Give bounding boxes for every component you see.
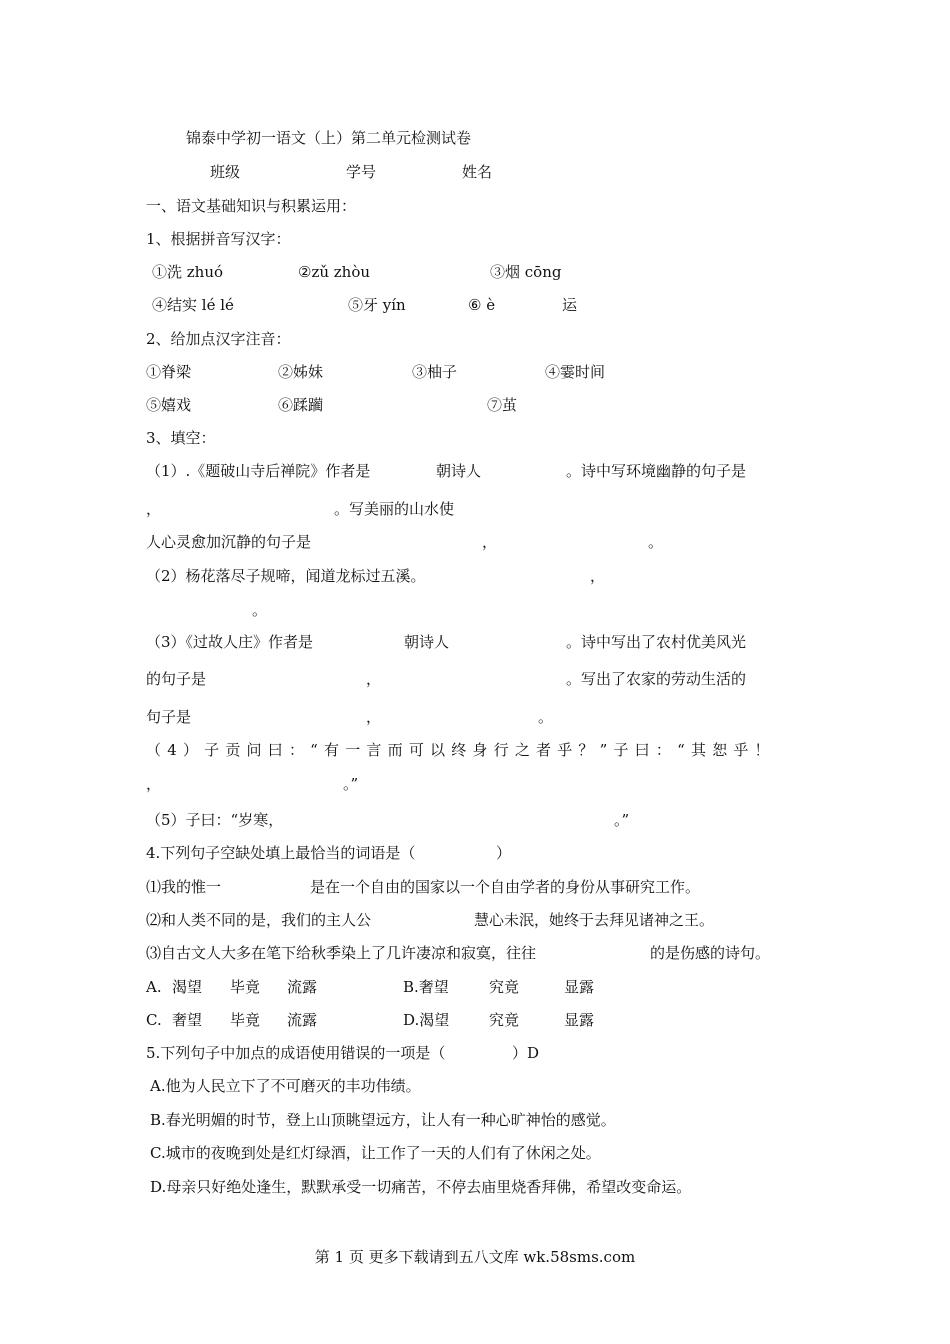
q2-item: ②姊妹 (278, 363, 324, 381)
q2-item: ③柚子 (412, 363, 458, 381)
q1-item: ①洗 zhuó (152, 263, 224, 281)
q3-line: （2）杨花落尽子规啼，闻道龙标过五溪。 (146, 567, 426, 585)
q4-option-a: A. (146, 978, 162, 996)
q4-option-a-word: 毕竟 (230, 978, 261, 996)
q5-option: D.母亲只好绝处逢生，默默承受一切痛苦，不停去庙里烧香拜佛，希望改变命运。 (150, 1178, 692, 1196)
q1-item: ②zǔ zhòu (298, 263, 371, 281)
q3-line: ， (366, 670, 382, 688)
q3-line: ， (366, 708, 382, 726)
q3-line: （5）子曰：“岁寒， (146, 811, 284, 829)
q4-option-d-word: 显露 (564, 1011, 595, 1029)
q3-line: 。 (252, 601, 268, 619)
q4-sentence: 是在一个自由的国家以一个自由学者的身份从事研究工作。 (310, 878, 701, 896)
q2-item: ④霎时间 (545, 363, 606, 381)
q4-option-c-word: 毕竟 (230, 1011, 261, 1029)
q3-line: ， (482, 533, 498, 551)
q3-line: （1）.《题破山寺后禅院》作者是 (146, 462, 371, 480)
q4-option-a-word: 流露 (287, 978, 318, 996)
number-label: 学号 (346, 163, 377, 181)
question-2-heading: 2、给加点汉字注音： (146, 330, 291, 348)
q3-line: 。写美丽的山水使 (334, 500, 455, 518)
q3-line: 的句子是 (146, 670, 207, 688)
q4-option-c: C. (146, 1011, 162, 1029)
q3-line: （4）子贡问曰：“有一言而可以终身行之者乎？”子曰：“其恕乎！ (146, 741, 776, 759)
page-footer: 第 1 页 更多下载请到五八文库 wk.58sms.com (314, 1248, 636, 1266)
q1-item: ③烟 cōng (490, 263, 562, 281)
q2-item: ⑦茧 (487, 396, 518, 414)
q5-option: B.春光明媚的时节，登上山顶眺望远方，让人有一种心旷神怡的感觉。 (150, 1111, 616, 1129)
q4-option-d-word: 究竟 (489, 1011, 520, 1029)
q1-item: ④结实 lé lé (152, 296, 234, 314)
q4-option-b-word: 究竟 (489, 978, 520, 996)
q4-option-b-word: 显露 (564, 978, 595, 996)
q5-option: C.城市的夜晚到处是红灯绿酒，让工作了一天的人们有了休闲之处。 (150, 1144, 601, 1162)
q1-item: ⑥ è (468, 296, 496, 314)
q4-option-c-word: 流露 (287, 1011, 318, 1029)
question-5-heading: 5.下列句子中加点的成语使用错误的一项是（ (146, 1044, 446, 1062)
q4-sentence: 的是伤感的诗句。 (650, 944, 771, 962)
q3-line: 朝诗人 (436, 462, 482, 480)
q3-line: 。 (648, 533, 664, 551)
q3-line: ， (146, 775, 162, 793)
q4-sentence: ⑶自古文人大多在笔下给秋季染上了几许凄凉和寂寞，往往 (146, 944, 537, 962)
page-title: 锦泰中学初一语文（上）第二单元检测试卷 (186, 129, 472, 147)
name-label: 姓名 (462, 163, 493, 181)
class-label: 班级 (210, 163, 241, 181)
q2-item: ⑤嬉戏 (146, 396, 192, 414)
q3-line: 朝诗人 (404, 633, 450, 651)
q4-option-b: B.奢望 (403, 978, 449, 996)
q4-sentence: ⑴我的惟一 (146, 878, 222, 896)
q4-heading-end: ） (496, 844, 512, 862)
q3-line: 句子是 (146, 708, 192, 726)
q4-sentence: ⑵和人类不同的是，我们的主人公 (146, 911, 372, 929)
q4-option-c-word: 奢望 (172, 1011, 203, 1029)
q4-sentence: 慧心未泯，她终于去拜见诸神之王。 (474, 911, 715, 929)
q5-answer: ）D (512, 1044, 540, 1062)
q2-item: ①脊梁 (146, 363, 192, 381)
q1-item: ⑤牙 yín (348, 296, 406, 314)
q5-option: A.他为人民立下了不可磨灭的丰功伟绩。 (150, 1077, 421, 1095)
q3-line: 人心灵愈加沉静的句子是 (146, 533, 312, 551)
section-heading: 一、语文基础知识与积累运用： (146, 197, 357, 215)
q3-line: 。 (538, 708, 554, 726)
q3-line: 。诗中写出了农村优美风光 (566, 633, 747, 651)
q2-item: ⑥蹂躏 (278, 396, 324, 414)
q3-line: （3）《过故人庄》作者是 (146, 633, 314, 651)
q3-line: ， (590, 567, 606, 585)
q3-line: 。” (343, 775, 359, 793)
q3-line: 。诗中写环境幽静的句子是 (566, 462, 747, 480)
question-4-heading: 4.下列句子空缺处填上最恰当的词语是（ (146, 844, 416, 862)
q4-option-d: D.渴望 (403, 1011, 450, 1029)
q4-option-a-word: 渴望 (172, 978, 203, 996)
q3-line: ， (146, 500, 162, 518)
q3-line: 。” (614, 811, 630, 829)
question-1-heading: 1、根据拼音写汉字： (146, 230, 291, 248)
q3-line: 。写出了农家的劳动生活的 (566, 670, 747, 688)
q1-item: 运 (562, 296, 578, 314)
question-3-heading: 3、填空： (146, 429, 216, 447)
